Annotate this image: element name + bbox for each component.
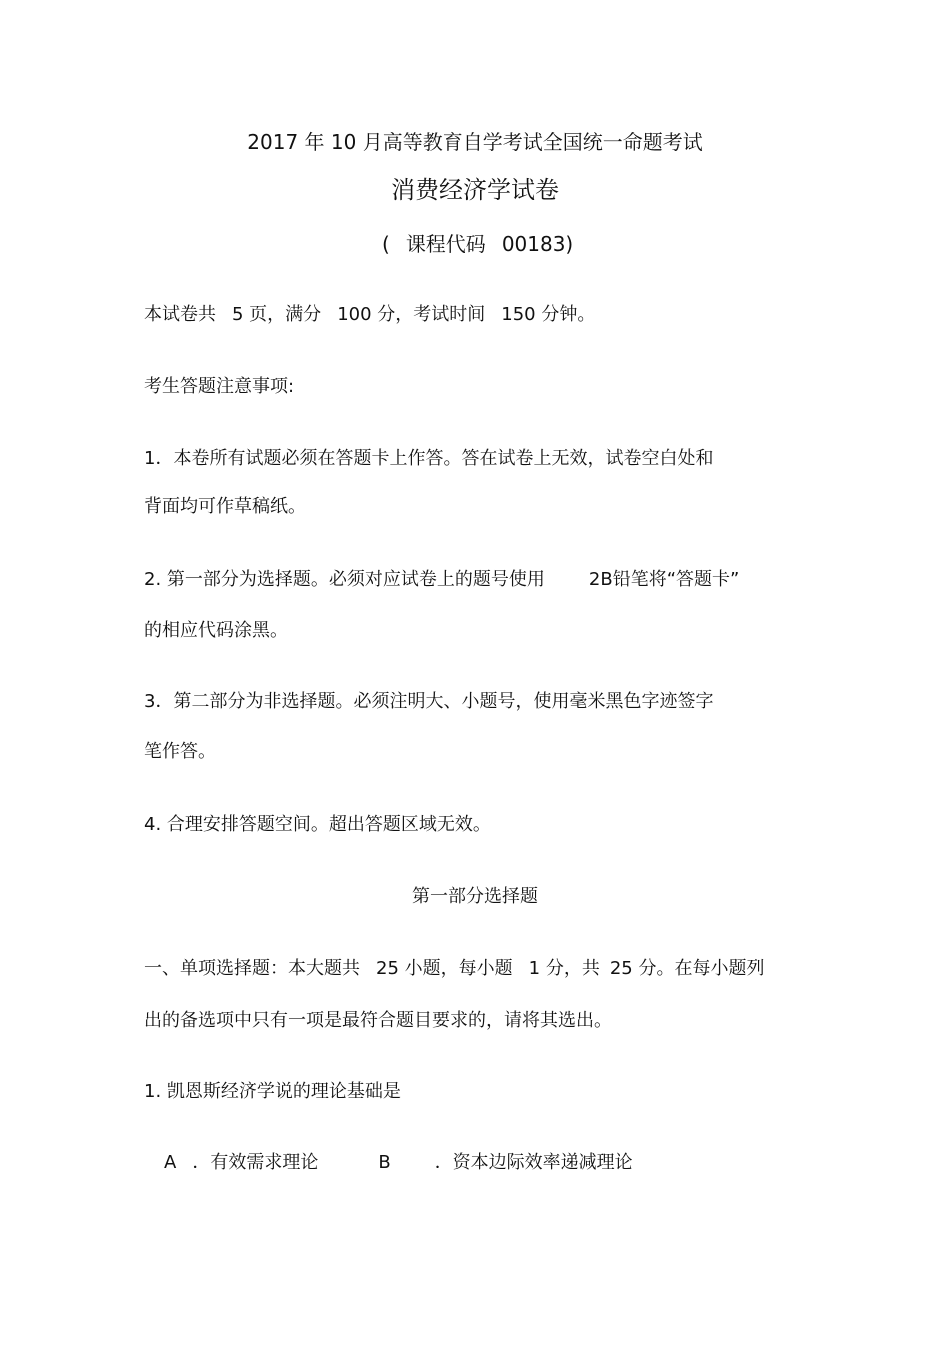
option-a-text: ．有效需求理论 [192, 1152, 319, 1173]
notice-item-3-line-2: 笔作答。 [144, 741, 216, 762]
question-1-stem: 1. 凯恩斯经济学说的理论基础是 [144, 1081, 401, 1102]
option-a-letter: A [164, 1152, 177, 1173]
intro-pages-prefix: 本试卷共 [144, 304, 216, 325]
course-label: 课程代码 [405, 232, 486, 256]
course-code-line [382, 232, 573, 256]
notice-item-2-line-2: 的相应代码涂黑。 [144, 620, 288, 641]
notice-item-1-line-1: 1．本卷所有试题必须在答题卡上作答。答在试卷上无效，试卷空白处和 [144, 448, 714, 469]
intro-pages: 5 页，满分 [232, 304, 322, 325]
notice-item-2-line-1 [144, 568, 739, 592]
intro-score: 100 分，考试时间 [337, 304, 486, 325]
part1-heading: 第一部分选择题 [412, 886, 538, 907]
notice-item-4: 4. 合理安排答题空间。超出答题区域无效。 [144, 814, 491, 835]
question-1-options [164, 1151, 633, 1175]
notice-item-1-line-2: 背面均可作草稿纸。 [144, 496, 306, 517]
section-instructions-line-1 [144, 957, 764, 981]
notice-item-2-part-2: 2B铅笔将“答题卡” [588, 569, 740, 590]
exam-title: 2017 年 10 月高等教育自学考试全国统一命题考试 [247, 130, 703, 154]
section-b: 25 小题，每小题 [376, 958, 513, 979]
notice-item-3-line-1: 3．第二部分为非选择题。必须注明大、小题号，使用毫米黑色字迹签字 [144, 691, 714, 712]
intro-line [144, 303, 595, 327]
notice-item-2-part-1: 2. 第一部分为选择题。必须对应试卷上的题号使用 [144, 569, 545, 590]
paper-title: 消费经济学试卷 [391, 176, 559, 204]
section-c: 1 分，共 [528, 958, 600, 979]
section-d: 25 分。在每小题列 [609, 958, 765, 979]
option-b-letter: B [378, 1152, 391, 1173]
course-code: 00183) [501, 232, 574, 256]
notice-heading: 考生答题注意事项: [144, 376, 295, 397]
course-open-paren: ( [382, 232, 390, 256]
intro-time: 150 分钟。 [501, 304, 596, 325]
section-instructions-line-2: 出的备选项中只有一项是最符合题目要求的，请将其选出。 [144, 1010, 612, 1031]
option-b-text: ．资本边际效率递减理论 [434, 1152, 633, 1173]
section-a: 一、单项选择题：本大题共 [144, 958, 360, 979]
